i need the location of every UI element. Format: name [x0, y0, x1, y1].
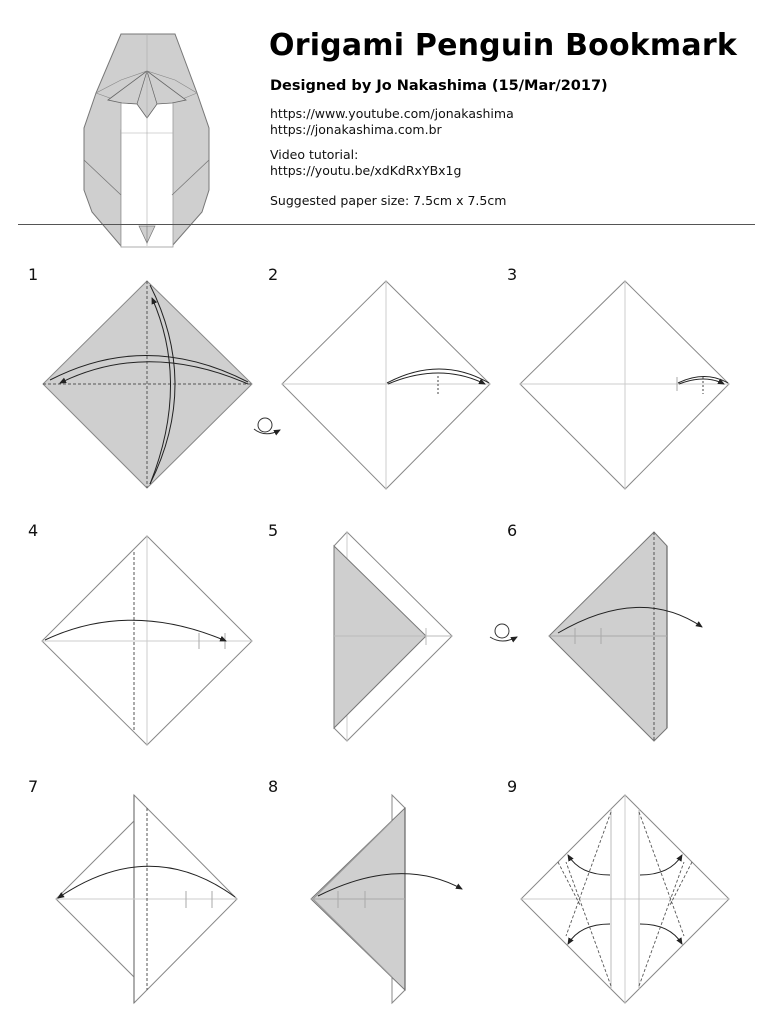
step-6-diagram [549, 532, 702, 741]
step-number-5: 5 [268, 521, 279, 540]
step-number-7: 7 [28, 777, 39, 796]
step-number-4: 4 [28, 521, 39, 540]
step-8-diagram [311, 795, 462, 1003]
step-number-2: 2 [268, 265, 279, 284]
page-title: Origami Penguin Bookmark [269, 28, 737, 63]
step-number-6: 6 [507, 521, 518, 540]
youtube-link[interactable]: https://www.youtube.com/jonakashima [270, 106, 514, 121]
step-number-9: 9 [507, 777, 518, 796]
step-9-diagram [521, 795, 729, 1003]
designer-credit: Designed by Jo Nakashima (15/Mar/2017) [270, 78, 608, 94]
turn-over-icon [490, 624, 517, 641]
paper-size: Suggested paper size: 7.5cm x 7.5cm [270, 193, 507, 208]
turn-over-icon [254, 418, 280, 434]
step-3-diagram [520, 281, 729, 489]
step-number-8: 8 [268, 777, 279, 796]
step-number-3: 3 [507, 265, 518, 284]
video-link[interactable]: https://youtu.be/xdKdRxYBx1g [270, 163, 462, 178]
step-5-diagram [334, 532, 452, 741]
video-label: Video tutorial: [270, 147, 359, 162]
step-1-diagram [43, 281, 252, 488]
step-4-diagram [42, 536, 252, 745]
step-2-diagram [282, 281, 490, 489]
step-number-1: 1 [28, 265, 39, 284]
step-7-diagram [56, 795, 237, 1003]
website-link[interactable]: https://jonakashima.com.br [270, 122, 442, 137]
